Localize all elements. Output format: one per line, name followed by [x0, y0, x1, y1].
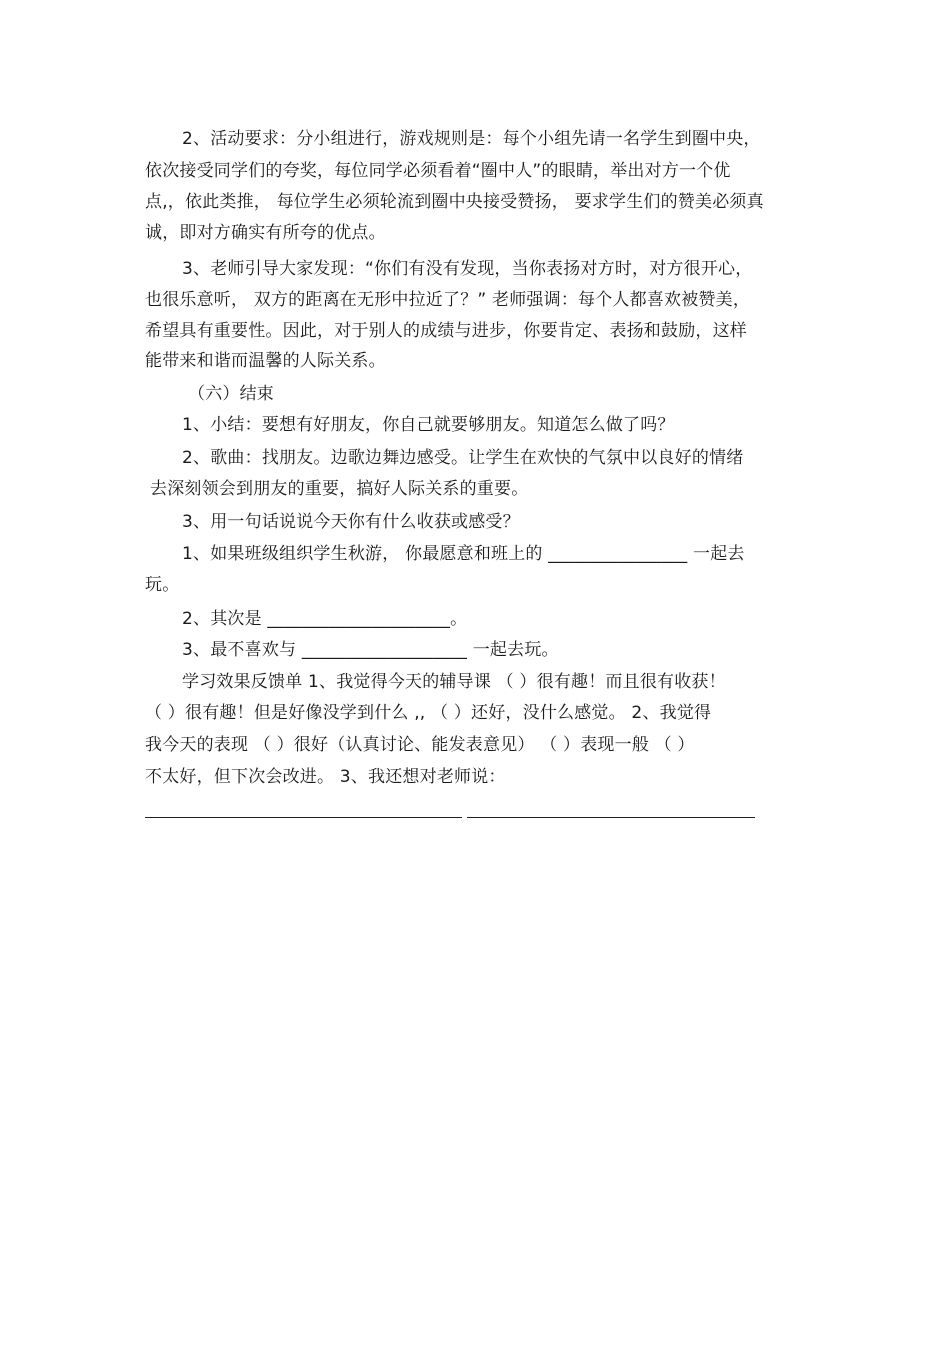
- paragraph-line: 诚，即对方确实有所夸的优点。: [145, 223, 386, 243]
- paragraph-line: 能带来和谐而温馨的人际关系。: [145, 351, 386, 371]
- survey-question: 2、其次是 _____________________。: [182, 609, 468, 629]
- survey-question: 1、如果班级组织学生秋游， 你最愿意和班上的 ________________ 一起去: [182, 544, 745, 564]
- survey-question: 3、最不喜欢与 ___________________ 一起去玩。: [182, 640, 559, 660]
- paragraph-line: 希望具有重要性。因此，对于别人的成绩与进步，你要肯定、表扬和鼓励，这样: [145, 321, 747, 341]
- paragraph-line: 3、老师引导大家发现：“你们有没有发现，当你表扬对方时，对方很开心，: [182, 259, 753, 279]
- answer-line[interactable]: [145, 817, 462, 818]
- feedback-line: 不太好，但下次会改进。 3、我还想对老师说：: [145, 767, 506, 787]
- paragraph-line: 也很乐意听， 双方的距离在无形中拉近了？” 老师强调：每个人都喜欢被赞美，: [145, 290, 751, 310]
- answer-line[interactable]: [467, 817, 755, 818]
- paragraph-line: 点,，依此类推， 每位学生必须轮流到圈中央接受赞扬， 要求学生们的赞美必须真: [145, 192, 764, 212]
- paragraph-line: 2、活动要求：分小组进行，游戏规则是：每个小组先请一名学生到圈中央，: [182, 129, 761, 149]
- list-item: 2、歌曲：找朋友。边歌边舞边感受。让学生在欢快的气氛中以良好的情绪: [182, 448, 744, 468]
- list-item: 1、小结：要想有好朋友，你自己就要够朋友。知道怎么做了吗？: [182, 415, 675, 435]
- feedback-line: （ ）很有趣！但是好像没学到什么 ,, （ ）还好，没什么感觉。 2、我觉得: [145, 703, 712, 723]
- feedback-line: 学习效果反馈单 1、我觉得今天的辅导课 （ ）很有趣！而且很有收获！: [182, 672, 726, 692]
- list-item: 去深刻领会到朋友的重要，搞好人际关系的重要。: [150, 479, 529, 499]
- feedback-line: 我今天的表现 （ ）很好（认真讨论、能发表意见） （ ）表现一般 （ ）: [145, 735, 695, 755]
- paragraph-line: 依次接受同学们的夸奖，每位同学必须看着“圈中人”的眼睛，举出对方一个优: [145, 161, 731, 181]
- section-heading: （六）结束: [188, 384, 274, 404]
- list-item: 3、用一句话说说今天你有什么收获或感受？: [182, 512, 520, 532]
- survey-question: 玩。: [145, 575, 180, 595]
